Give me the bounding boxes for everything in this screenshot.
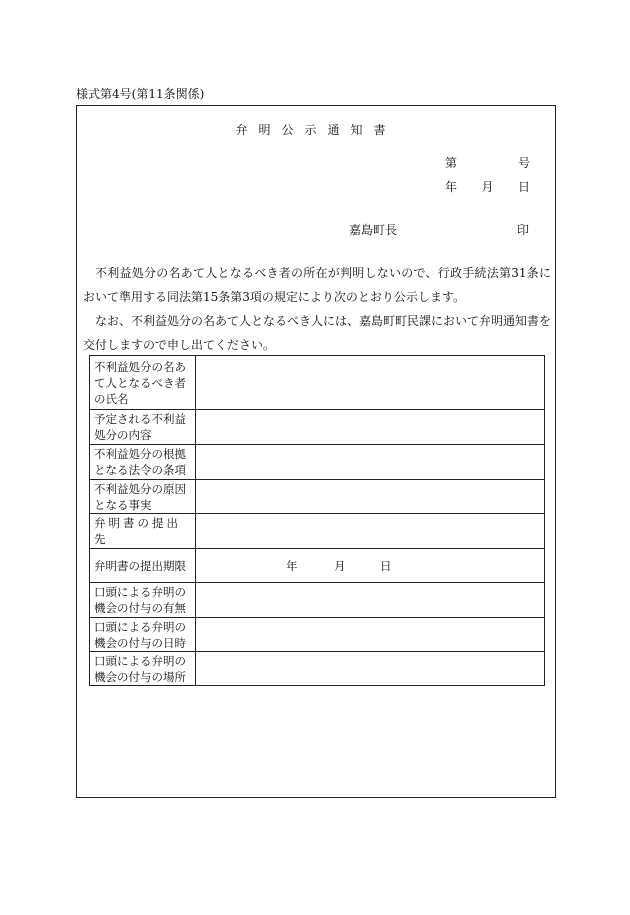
row-value <box>196 583 545 618</box>
row-label: 弁明書の提出期限 <box>90 549 196 583</box>
row-value <box>196 480 545 514</box>
table-row <box>90 652 545 686</box>
number-prefix: 第 <box>445 156 458 170</box>
row-label: 不利益処分の名あて人となるべき者の氏名 <box>90 356 196 410</box>
date-year: 年 <box>445 180 458 194</box>
row-value <box>196 410 545 445</box>
document-date-line <box>445 178 530 195</box>
notice-body <box>83 261 551 357</box>
row-label: 口頭による弁明の機会の付与の場所 <box>90 652 196 686</box>
document-number-line <box>445 154 530 171</box>
row-value <box>196 618 545 652</box>
deadline-year: 年 <box>286 558 298 573</box>
body-paragraph: なお、不利益処分の名あて人となるべき人には、嘉島町町民課において弁明通知書を交付しますので申し出てください。 <box>83 314 552 352</box>
deadline-day: 日 <box>380 558 392 573</box>
date-month: 月 <box>481 180 494 194</box>
row-label: 不利益処分の根拠となる法令の条項 <box>90 445 196 480</box>
notice-frame <box>76 105 556 798</box>
notice-details-table <box>89 355 545 686</box>
deadline-value <box>196 549 545 583</box>
seal-mark: 印 <box>517 223 530 237</box>
table-row <box>90 618 545 652</box>
table-row <box>90 514 545 549</box>
document-title: 弁明公示通知書 <box>235 123 397 137</box>
table-row <box>90 445 545 480</box>
row-label: 口頭による弁明の機会の付与の日時 <box>90 618 196 652</box>
row-label: 口頭による弁明の機会の付与の有無 <box>90 583 196 618</box>
row-value <box>196 445 545 480</box>
table-row <box>90 356 545 410</box>
table-row <box>90 549 545 583</box>
row-label: 不利益処分の原因となる事実 <box>90 480 196 514</box>
table-row <box>90 480 545 514</box>
number-suffix: 号 <box>517 156 530 170</box>
row-value <box>196 356 545 410</box>
row-value <box>196 514 545 549</box>
body-paragraph: 不利益処分の名あて人となるべき者の所在が判明しないので、行政手続法第31条において準用する同法第15条第3項の規定により次のとおり公示します。 <box>83 266 551 304</box>
table-row <box>90 410 545 445</box>
row-label: 弁明書の提出先 <box>90 514 196 549</box>
date-day: 日 <box>517 180 530 194</box>
issuer-name: 嘉島町長 <box>349 223 398 237</box>
row-value <box>196 652 545 686</box>
row-label: 予定される不利益処分の内容 <box>90 410 196 445</box>
deadline-month: 月 <box>334 558 346 573</box>
table-row <box>90 583 545 618</box>
form-number: 様式第4号(第11条関係) <box>76 87 205 101</box>
